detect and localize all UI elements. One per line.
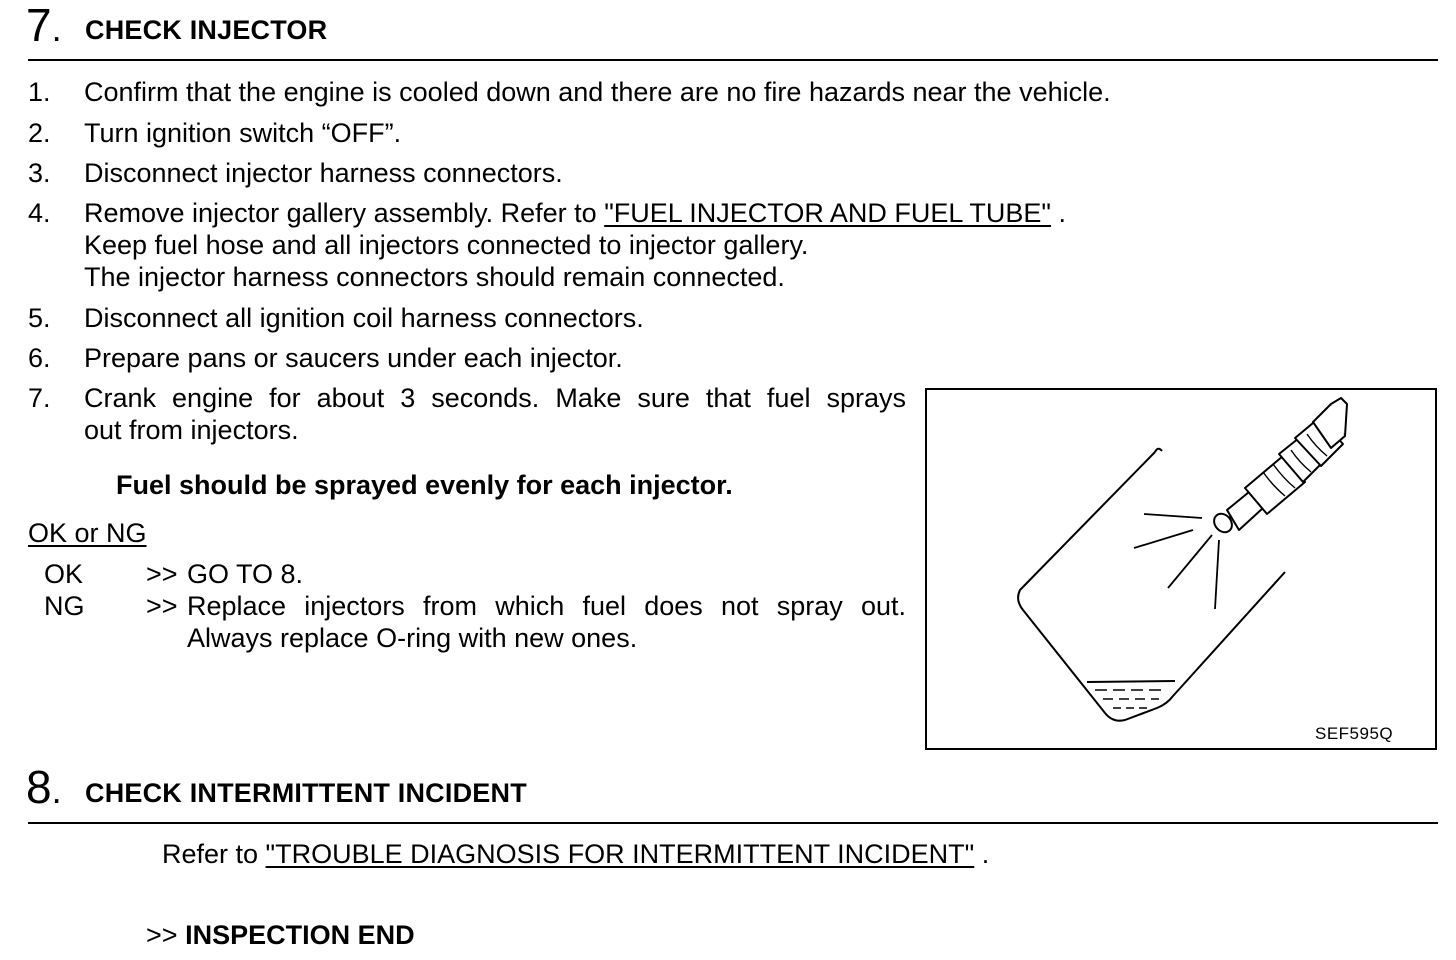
step-8-refer-suffix: .	[974, 839, 990, 869]
item-2-number: 2.	[28, 118, 51, 148]
step-8-divider	[28, 822, 1438, 824]
item-5-text: Disconnect all ignition coil harness connectors.	[84, 303, 644, 333]
item-4-text-before: Remove injector gallery assembly. Refer to	[84, 198, 605, 228]
item-4-text-after: .	[1050, 198, 1066, 228]
item-6-text: Prepare pans or saucers under each injector.	[84, 343, 623, 373]
item-3-text: Disconnect injector harness connectors.	[84, 158, 563, 188]
item-7-line-2: out from injectors.	[84, 415, 299, 445]
item-2-text: Turn ignition switch “OFF”.	[84, 118, 402, 148]
step-7-divider	[28, 59, 1438, 61]
ng-label: NG	[44, 591, 85, 621]
item-4-text	[84, 197, 1066, 229]
figure-caption: SEF595Q	[1315, 724, 1394, 743]
ok-label: OK	[44, 559, 84, 589]
inspection-end-label: INSPECTION END	[185, 920, 415, 950]
ng-action-line-2: Always replace O-ring with new ones.	[187, 623, 638, 653]
ok-arrow: >>	[146, 559, 178, 589]
ok-or-ng-heading: OK or NG	[28, 518, 147, 548]
fuel-injector-link[interactable]: "FUEL INJECTOR AND FUEL TUBE"	[604, 198, 1051, 228]
item-5-number: 5.	[28, 303, 51, 333]
item-7-line-1: Crank engine for about 3 seconds. Make sure that fuel sprays	[84, 383, 906, 413]
inspection-end	[146, 919, 415, 951]
step-7-number: 7.	[26, 0, 62, 51]
step-7-title: CHECK INJECTOR	[85, 15, 328, 45]
step-8-refer-text	[162, 838, 989, 870]
step-8-refer-prefix: Refer to	[162, 839, 266, 869]
ng-action-line-1: Replace injectors from which fuel does not spray out.	[187, 591, 906, 621]
ng-arrow: >>	[146, 591, 178, 621]
item-1-number: 1.	[28, 77, 51, 107]
inspection-end-arrow: >>	[146, 920, 178, 950]
step-8-number: 8.	[26, 761, 62, 813]
item-1-text: Confirm that the engine is cooled down and there are no fire hazards near the vehicle.	[84, 77, 1111, 107]
injector-spray-figure	[925, 388, 1437, 750]
item-4-line-3: The injector harness connectors should remain connected.	[84, 262, 785, 292]
item-3-number: 3.	[28, 158, 51, 188]
injector-spray-into-pan-illustration	[927, 390, 1435, 748]
intermittent-incident-link[interactable]: "TROUBLE DIAGNOSIS FOR INTERMITTENT INCIDENT"	[265, 839, 975, 869]
item-4-line-2: Keep fuel hose and all injectors connected to injector gallery.	[84, 230, 809, 260]
item-7-number: 7.	[28, 383, 51, 413]
ok-action: GO TO 8.	[187, 559, 304, 589]
item-6-number: 6.	[28, 343, 51, 373]
item-4-number: 4.	[28, 198, 51, 228]
spec-statement: Fuel should be sprayed evenly for each injector.	[116, 470, 733, 500]
step-8-title: CHECK INTERMITTENT INCIDENT	[85, 778, 527, 808]
